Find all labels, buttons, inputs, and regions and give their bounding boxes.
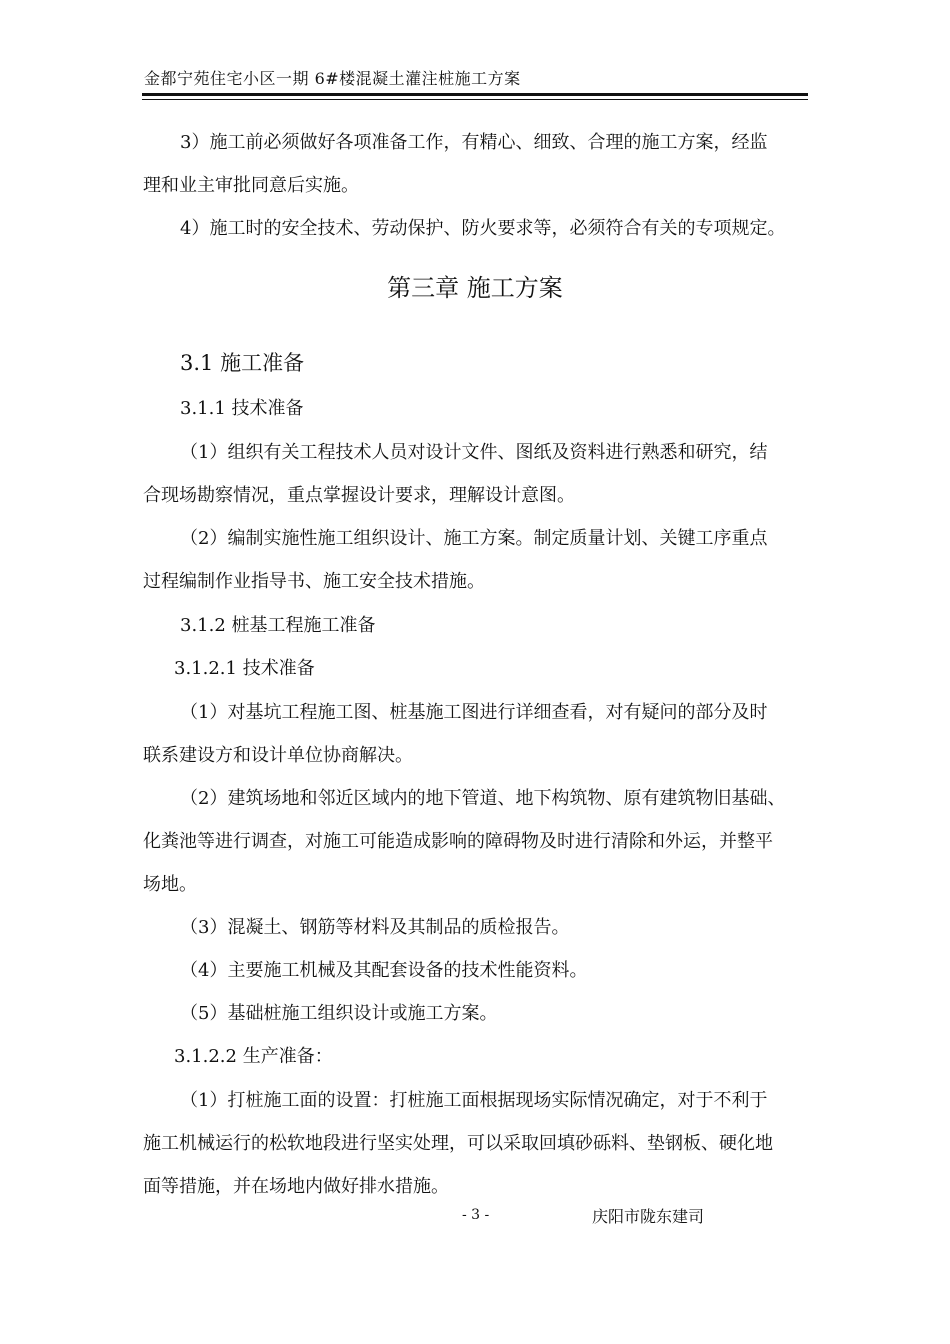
paragraph-line: 合现场勘察情况，重点掌握设计要求，理解设计意图。: [143, 485, 575, 506]
paragraph-line: 面等措施，并在场地内做好排水措施。: [143, 1176, 449, 1197]
paragraph-line: 施工机械运行的松软地段进行坚实处理，可以采取回填砂砾料、垫钢板、硬化地: [143, 1133, 773, 1154]
paragraph-line: 4）施工时的安全技术、劳动保护、防火要求等，必须符合有关的专项规定。: [180, 218, 786, 239]
paragraph-line: （1）组织有关工程技术人员对设计文件、图纸及资料进行熟悉和研究，结: [180, 442, 768, 463]
subsection-heading-3-1-1: 3.1.1 技术准备: [180, 398, 304, 419]
paragraph-line: 3）施工前必须做好各项准备工作，有精心、细致、合理的施工方案，经监: [180, 132, 768, 153]
paragraph-line: 联系建设方和设计单位协商解决。: [143, 745, 413, 766]
header-title: 金都宁苑住宅小区一期 6#楼混凝土灌注桩施工方案: [144, 69, 521, 88]
paragraph-line: （3）混凝土、钢筋等材料及其制品的质检报告。: [180, 917, 570, 938]
header-rule-thick: [142, 93, 808, 96]
paragraph-line: 场地。: [143, 874, 197, 895]
subsection-heading-3-1-2: 3.1.2 桩基工程施工准备: [180, 615, 376, 636]
footer-company: 庆阳市陇东建司: [592, 1207, 705, 1226]
paragraph-line: （5）基础桩施工组织设计或施工方案。: [180, 1003, 498, 1024]
paragraph-line: 理和业主审批同意后实施。: [143, 175, 359, 196]
subsection-heading-3-1-2-1: 3.1.2.1 技术准备: [174, 658, 315, 679]
paragraph-line: （4）主要施工机械及其配套设备的技术性能资料。: [180, 960, 588, 981]
section-heading-3-1: 3.1 施工准备: [180, 351, 305, 375]
header-rule-thin: [142, 99, 808, 100]
paragraph-line: 过程编制作业指导书、施工安全技术措施。: [143, 571, 485, 592]
chapter-title: 第三章 施工方案: [387, 274, 563, 302]
subsection-heading-3-1-2-2: 3.1.2.2 生产准备：: [174, 1046, 333, 1067]
paragraph-line: （1）打桩施工面的设置：打桩施工面根据现场实际情况确定，对于不利于: [180, 1090, 768, 1111]
paragraph-line: （1）对基坑工程施工图、桩基施工图进行详细查看，对有疑问的部分及时: [180, 702, 768, 723]
paragraph-line: （2）编制实施性施工组织设计、施工方案。制定质量计划、关键工序重点: [180, 528, 768, 549]
paragraph-line: 化粪池等进行调查，对施工可能造成影响的障碍物及时进行清除和外运，并整平: [143, 831, 773, 852]
paragraph-line: （2）建筑场地和邻近区域内的地下管道、地下构筑物、原有建筑物旧基础、: [180, 788, 786, 809]
page-number: - 3 -: [462, 1207, 490, 1223]
